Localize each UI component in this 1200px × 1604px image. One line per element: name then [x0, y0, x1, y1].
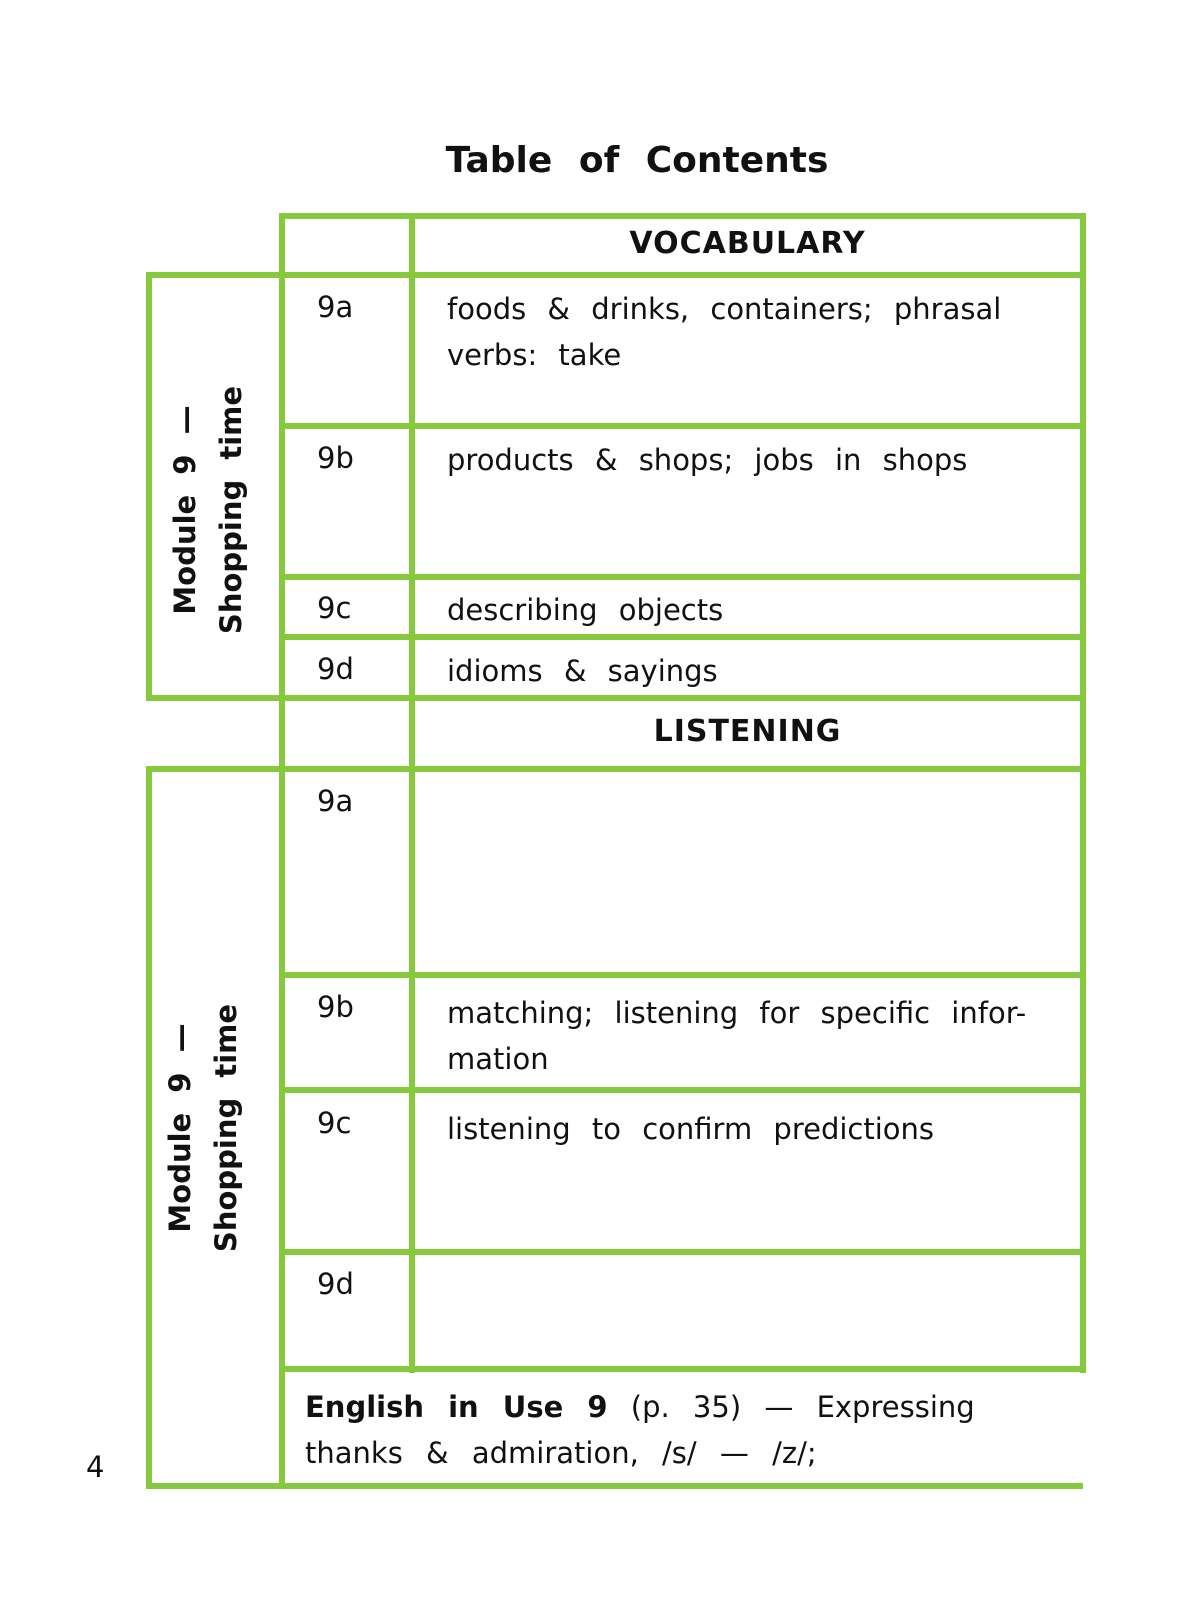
listening-row-code: 9d — [317, 1267, 354, 1301]
english-in-use-entry — [305, 1384, 1075, 1476]
module-title-line2: Shopping time — [209, 1003, 243, 1253]
module-title-line1: Module 9 — — [163, 1023, 197, 1233]
english-in-use-text: (p. 35) — Expressing thanks & admiration, /s/ — /z/; — [305, 1390, 975, 1470]
vocab-row-code: 9d — [317, 652, 354, 686]
english-in-use-title: English in Use 9 — [305, 1390, 608, 1424]
listening-row-code: 9a — [317, 784, 354, 818]
listening-module-label — [157, 893, 253, 1363]
vocab-row-code: 9a — [317, 290, 354, 324]
vocabulary-header: VOCABULARY — [629, 226, 866, 261]
vocab-row-text: describing objects — [447, 593, 724, 627]
module-title-line2: Shopping time — [214, 385, 248, 635]
page-number: 4 — [86, 1450, 105, 1484]
page-title: Table of Contents — [445, 140, 829, 181]
vocab-row-text: foods & drinks, containers; phrasal verbs: take — [447, 292, 1002, 372]
listening-row-code: 9b — [317, 990, 354, 1024]
vocab-row-text: idioms & sayings — [447, 654, 718, 688]
listening-row-code: 9c — [317, 1106, 352, 1140]
listening-row-text: matching; listening for specific infor-mation — [447, 996, 1027, 1076]
listening-row-text: listening to confirm predictions — [447, 1112, 935, 1146]
vocab-row-text: products & shops; jobs in shops — [447, 443, 968, 477]
vocab-row-code: 9c — [317, 591, 352, 625]
vocabulary-module-label — [162, 298, 258, 722]
listening-header: LISTENING — [653, 714, 842, 749]
module-title-line1: Module 9 — — [168, 405, 202, 615]
vocab-row-code: 9b — [317, 441, 354, 475]
